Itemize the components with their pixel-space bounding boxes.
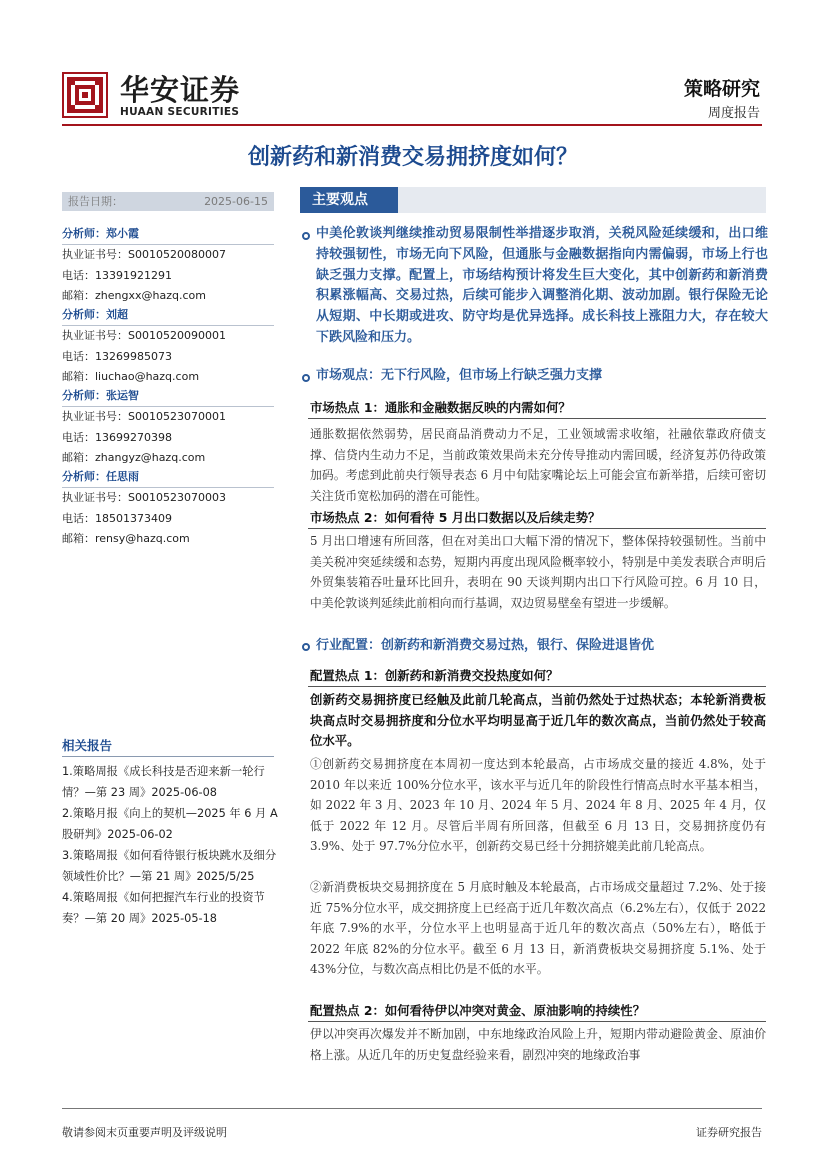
report-subtype: 周度报告 <box>707 106 760 121</box>
market-hotspot-1-title: 市场热点 1：通胀和金融数据反映的内需如何？ <box>310 400 571 415</box>
logo-english-name: HUAAN SECURITIES <box>120 106 240 118</box>
market-hotspot-2-title: 市场热点 2：如何看待 5 月出口数据以及后续走势？ <box>310 510 601 525</box>
logo-chinese-name: 华安证券 <box>120 73 241 107</box>
bullet-icon <box>302 374 310 382</box>
subheading-rule <box>308 528 766 529</box>
analyst-phone: 电话：13391921291 <box>62 268 172 282</box>
industry-view-heading: 行业配置：创新药和新消费交易过热，银行、保险进退皆优 <box>316 638 655 653</box>
analyst-email: 邮箱：zhangyz@hazq.com <box>62 451 206 464</box>
subheading-rule <box>308 686 766 687</box>
analyst-email: 邮箱：zhengxx@hazq.com <box>62 289 206 302</box>
report-date-bar <box>62 192 274 211</box>
analyst-name: 分析师：郑小霞 <box>62 224 274 245</box>
bullet-icon <box>302 643 310 651</box>
analyst-cert: 执业证书号：S0010520080007 <box>62 248 226 261</box>
company-logo <box>62 72 108 118</box>
summary-paragraph: 中美伦敦谈判继续推动贸易限制性举措逐步取消，关税风险延续缓和，出口维持较强韧性，市场无向下风险，但通胀与金融数据指向内需偏弱，市场上行也缺乏强力支撑。配置上，市场结构预计将发生巨大变化，其中创新药和新消费积累涨幅高、交易过热，后续可能步入调整消化期、波动加剧。银行保险无论从短期、中长期或进攻、防守均是优异选择。成长科技上涨阻力大，存在较大下跌风险和压力。 <box>316 226 768 345</box>
report-date-value: 2025-06-15 <box>204 195 268 208</box>
related-report-link[interactable]: 4.策略周报《如何把握汽车行业的投资节奏？—第 20 周》2025-05-18 <box>62 891 265 925</box>
bullet-icon <box>302 232 310 240</box>
market-view-heading: 市场观点：无下行风险，但市场上行缺乏强力支撑 <box>316 368 603 383</box>
analyst-cert: 执业证书号：S0010523070001 <box>62 410 226 423</box>
analyst-cert: 执业证书号：S0010523070003 <box>62 491 226 504</box>
page-title: 创新药和新消费交易拥挤度如何？ <box>247 144 578 170</box>
header-rule <box>62 124 762 126</box>
config-hotspot-2-title: 配置热点 2：如何看待伊以冲突对黄金、原油影响的持续性？ <box>310 1003 646 1018</box>
analyst-phone: 电话：13269985073 <box>62 349 172 363</box>
analyst-phone: 电话：18501373409 <box>62 511 172 525</box>
section-tab-main-views: 主要观点 <box>300 187 398 213</box>
config-hotspot-1-point-1: ①创新药交易拥挤度在本周初一度达到本轮最高，占市场成交量的接近 4.8%，处于 2010 年以来近 100%分位水平，该水平与近几年的阶段性行情高点时水平基本相当，如 2022 年 3 月、2023 年 10 月、2024 年 5 月、2024 年 8 月、2025 年 4 月，仅低于 2022 年 12 月。尽管后半周有所回落，但截至 6 月 13 日，交易拥挤度仍有 3.9%、处于 97.7%分位水平，创新药交易已经十分拥挤媲美此前几轮高点。 <box>310 757 766 854</box>
analyst-cert: 执业证书号：S0010520090001 <box>62 329 226 342</box>
related-reports-list <box>62 761 280 929</box>
analyst-phone: 电话：13699270398 <box>62 430 172 444</box>
config-hotspot-2-body: 伊以冲突再次爆发并不断加剧，中东地缘政治风险上升，短期内带动避险黄金、原油价格上涨。从近几年的历史复盘经验来看，剧烈冲突的地缘政治事 <box>310 1027 766 1062</box>
config-hotspot-1-conclusion: 创新药交易拥挤度已经触及此前几轮高点，当前仍然处于过热状态；本轮新消费板块高点时交易拥挤度和分位水平均明显高于近几年的数次高点，当前仍然处于较高位水平。 <box>310 692 766 749</box>
related-reports-rule <box>62 756 274 757</box>
analyst-email: 邮箱：liuchao@hazq.com <box>62 370 200 383</box>
config-hotspot-1-point-2: ②新消费板块交易拥挤度在 5 月底时触及本轮最高，占市场成交量超过 7.2%、处于接近 75%分位水平，成交拥挤度上已经高于近几年数次高点（6.2%左右），仅低于 2022 年底 7.9%的水平，分位水平上也明显高于近几年的数次高点（50%左右），略低于 2022 年底 82%的分位水平。截至 6 月 13 日，新消费板块交易拥挤度 5.1%、处于 43%分位，与数次高点相比仍是不低的水平。 <box>310 880 766 977</box>
analyst-email: 邮箱：rensy@hazq.com <box>62 532 190 545</box>
market-hotspot-1-body: 通胀数据依然弱势，居民商品消费动力不足，工业领域需求收缩，社融依靠政府债支撑、信贷内生动力不足，当前政策效果尚未充分传导推动内需回暖，经济复苏仍待政策加码。考虑到此前央行领导表态 6 月中旬陆家嘴论坛上可能会宣布新举措，后续可密切关注货币宽松加码的潜在可能性。 <box>310 427 766 503</box>
footer-label: 证券研究报告 <box>696 1126 762 1139</box>
analyst-block <box>62 386 274 469</box>
analyst-block <box>62 224 274 307</box>
related-reports-title: 相关报告 <box>62 738 113 753</box>
analyst-name: 分析师：刘超 <box>62 305 274 326</box>
related-report-link[interactable]: 3.策略周报《如何看待银行板块跳水及细分领域性价比？—第 21 周》2025/5/25 <box>62 849 277 883</box>
related-report-link[interactable]: 1.策略周报《成长科技是否迎来新一轮行情？—第 23 周》2025-06-08 <box>62 765 265 799</box>
analyst-name: 分析师：任思雨 <box>62 467 274 488</box>
analyst-block <box>62 305 274 388</box>
report-date-label: 报告日期： <box>68 195 123 208</box>
related-report-link[interactable]: 2.策略月报《向上的契机—2025 年 6 月 A 股研判》2025-06-02 <box>62 807 278 841</box>
subheading-rule <box>308 418 766 419</box>
subheading-rule <box>308 1021 766 1022</box>
footer-rule <box>62 1108 762 1109</box>
config-hotspot-1-title: 配置热点 1：创新药和新消费交投热度如何？ <box>310 668 559 683</box>
footer-disclaimer: 敬请参阅末页重要声明及评级说明 <box>62 1126 227 1139</box>
market-hotspot-2-body: 5 月出口增速有所回落，但在对美出口大幅下滑的情况下，整体保持较强韧性。当前中美关税冲突延续缓和态势，短期内再度出现风险概率较小，特别是中美发表联合声明后外贸集装箱吞吐量环比回升，表明在 90 天谈判期内出口下行风险可控。6 月 10 日，中美伦敦谈判延续此前相向而行基调，双边贸易壁垒有望进一步缓解。 <box>310 534 766 610</box>
analyst-block <box>62 467 274 550</box>
analyst-name: 分析师：张运智 <box>62 386 274 407</box>
report-type: 策略研究 <box>683 78 760 100</box>
